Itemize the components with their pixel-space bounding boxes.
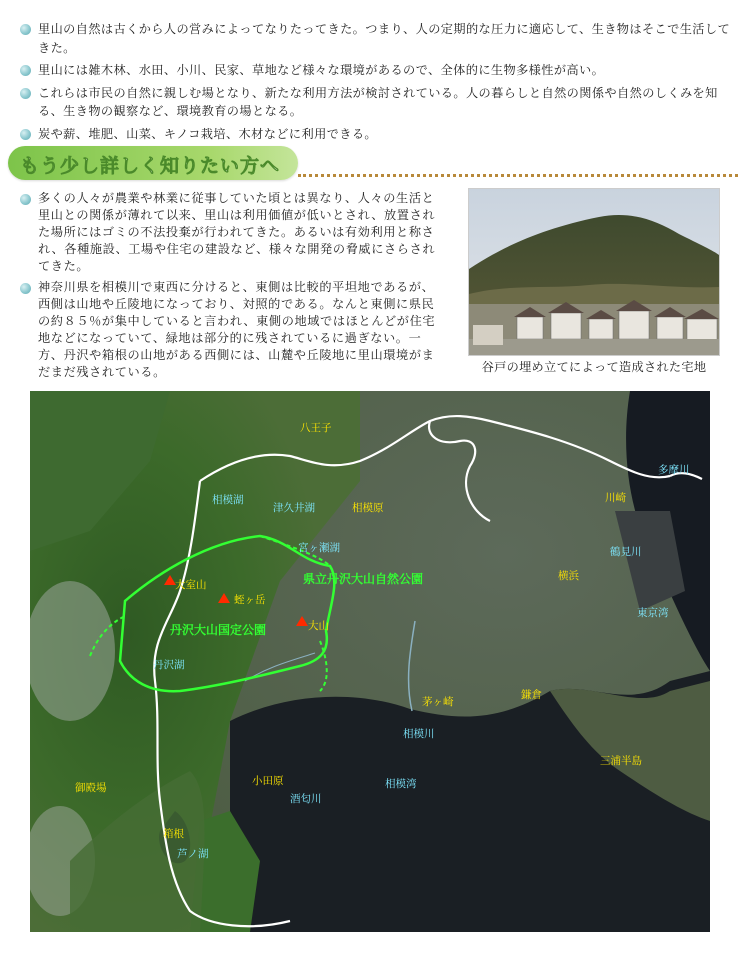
section-heading: もう少し詳しく知りたい方へ <box>8 146 298 180</box>
label-prefpark: 県立丹沢大山自然公園 <box>303 572 424 586</box>
label-ashinoko: 芦ノ湖 <box>177 848 209 860</box>
label-oyama: 大山 <box>308 620 329 632</box>
label-kamakura: 鎌倉 <box>521 689 542 701</box>
bullet-dot-icon <box>20 194 31 205</box>
label-hirugatake: 蛭ヶ岳 <box>234 594 266 606</box>
bullet-item: 神奈川県を相模川で東西に分けると、東側は比較的平坦地であるが、西側は山地や丘陵地になっており、対照的である。なんと東側に県民の約８５％が集中していると言われ、東側の地域ではほとんどが住宅地などになっていて、緑地は部分的に残されているに過ぎない。一方、丹沢や箱根の山地がある西側には、山麓や丘陵地に里山環境がまだまだ残されている。 <box>20 279 440 381</box>
label-tsurumi: 鶴見川 <box>610 546 642 558</box>
bullet-dot-icon <box>20 283 31 294</box>
label-tokyowan: 東京湾 <box>637 607 669 619</box>
label-hachioji: 八王子 <box>300 422 332 434</box>
label-tsukui: 津久井湖 <box>273 502 315 514</box>
bullet-item: これらは市民の自然に親しむ場となり、新たな利用方法が検討されている。人の暮らしと自然の関係や自然のしくみを知る、生き物の観察など、環境教育の場となる。 <box>20 84 735 121</box>
housing-photo <box>468 188 720 356</box>
label-sagamiko: 相模湖 <box>212 494 244 506</box>
bullet-dot-icon <box>20 24 31 35</box>
bullet-dot-icon <box>20 88 31 99</box>
label-sagamiwan: 相模湾 <box>385 778 417 790</box>
label-quasipark: 丹沢大山国定公園 <box>170 623 267 637</box>
label-sagamihara: 相模原 <box>352 502 384 514</box>
label-tanzawako: 丹沢湖 <box>153 659 185 671</box>
satellite-map <box>30 391 710 932</box>
bullet-dot-icon <box>20 65 31 76</box>
label-kawasaki: 川崎 <box>605 492 626 504</box>
detail-bullet-list <box>20 190 440 385</box>
label-hakone: 箱根 <box>163 828 184 840</box>
label-miyagase: 宮ヶ瀬湖 <box>298 542 340 554</box>
intro-bullet-list <box>20 20 735 147</box>
bullet-item: 炭や薪、堆肥、山菜、キノコ栽培、木材などに利用できる。 <box>20 125 735 144</box>
label-omuroyama: 大室山 <box>175 579 207 591</box>
photo-caption: 谷戸の埋め立てによって造成された宅地 <box>481 360 707 374</box>
bullet-item: 里山には雑木林、水田、小川、民家、草地など様々な環境があるので、全体的に生物多様性が高い。 <box>20 61 735 80</box>
label-sagamigawa: 相模川 <box>403 728 435 740</box>
bullet-item: 多くの人々が農業や林業に従事していた頃とは異なり、人々の生活と里山との関係が薄れて以来、里山は利用価値が低いとされ、放置された場所にはゴミの不法投棄が行われてきた。あるいは有効利用と称され、各種施設、工場や住宅の建設など、様々な開発の脅威にさらされてきた。 <box>20 190 440 275</box>
label-miura: 三浦半島 <box>600 755 642 767</box>
dotted-divider <box>298 174 738 177</box>
label-tamagawa: 多摩川 <box>658 464 690 476</box>
label-gotemba: 御殿場 <box>75 782 107 794</box>
label-yokohama: 横浜 <box>558 570 579 582</box>
bullet-dot-icon <box>20 129 31 140</box>
label-chigasaki: 茅ヶ崎 <box>422 696 454 708</box>
label-odawara: 小田原 <box>252 775 284 787</box>
bullet-item: 里山の自然は古くから人の営みによってなりたってきた。つまり、人の定期的な圧力に適応して、生き物はそこで生活してきた。 <box>20 20 735 57</box>
label-sakawa: 酒匂川 <box>290 793 322 805</box>
